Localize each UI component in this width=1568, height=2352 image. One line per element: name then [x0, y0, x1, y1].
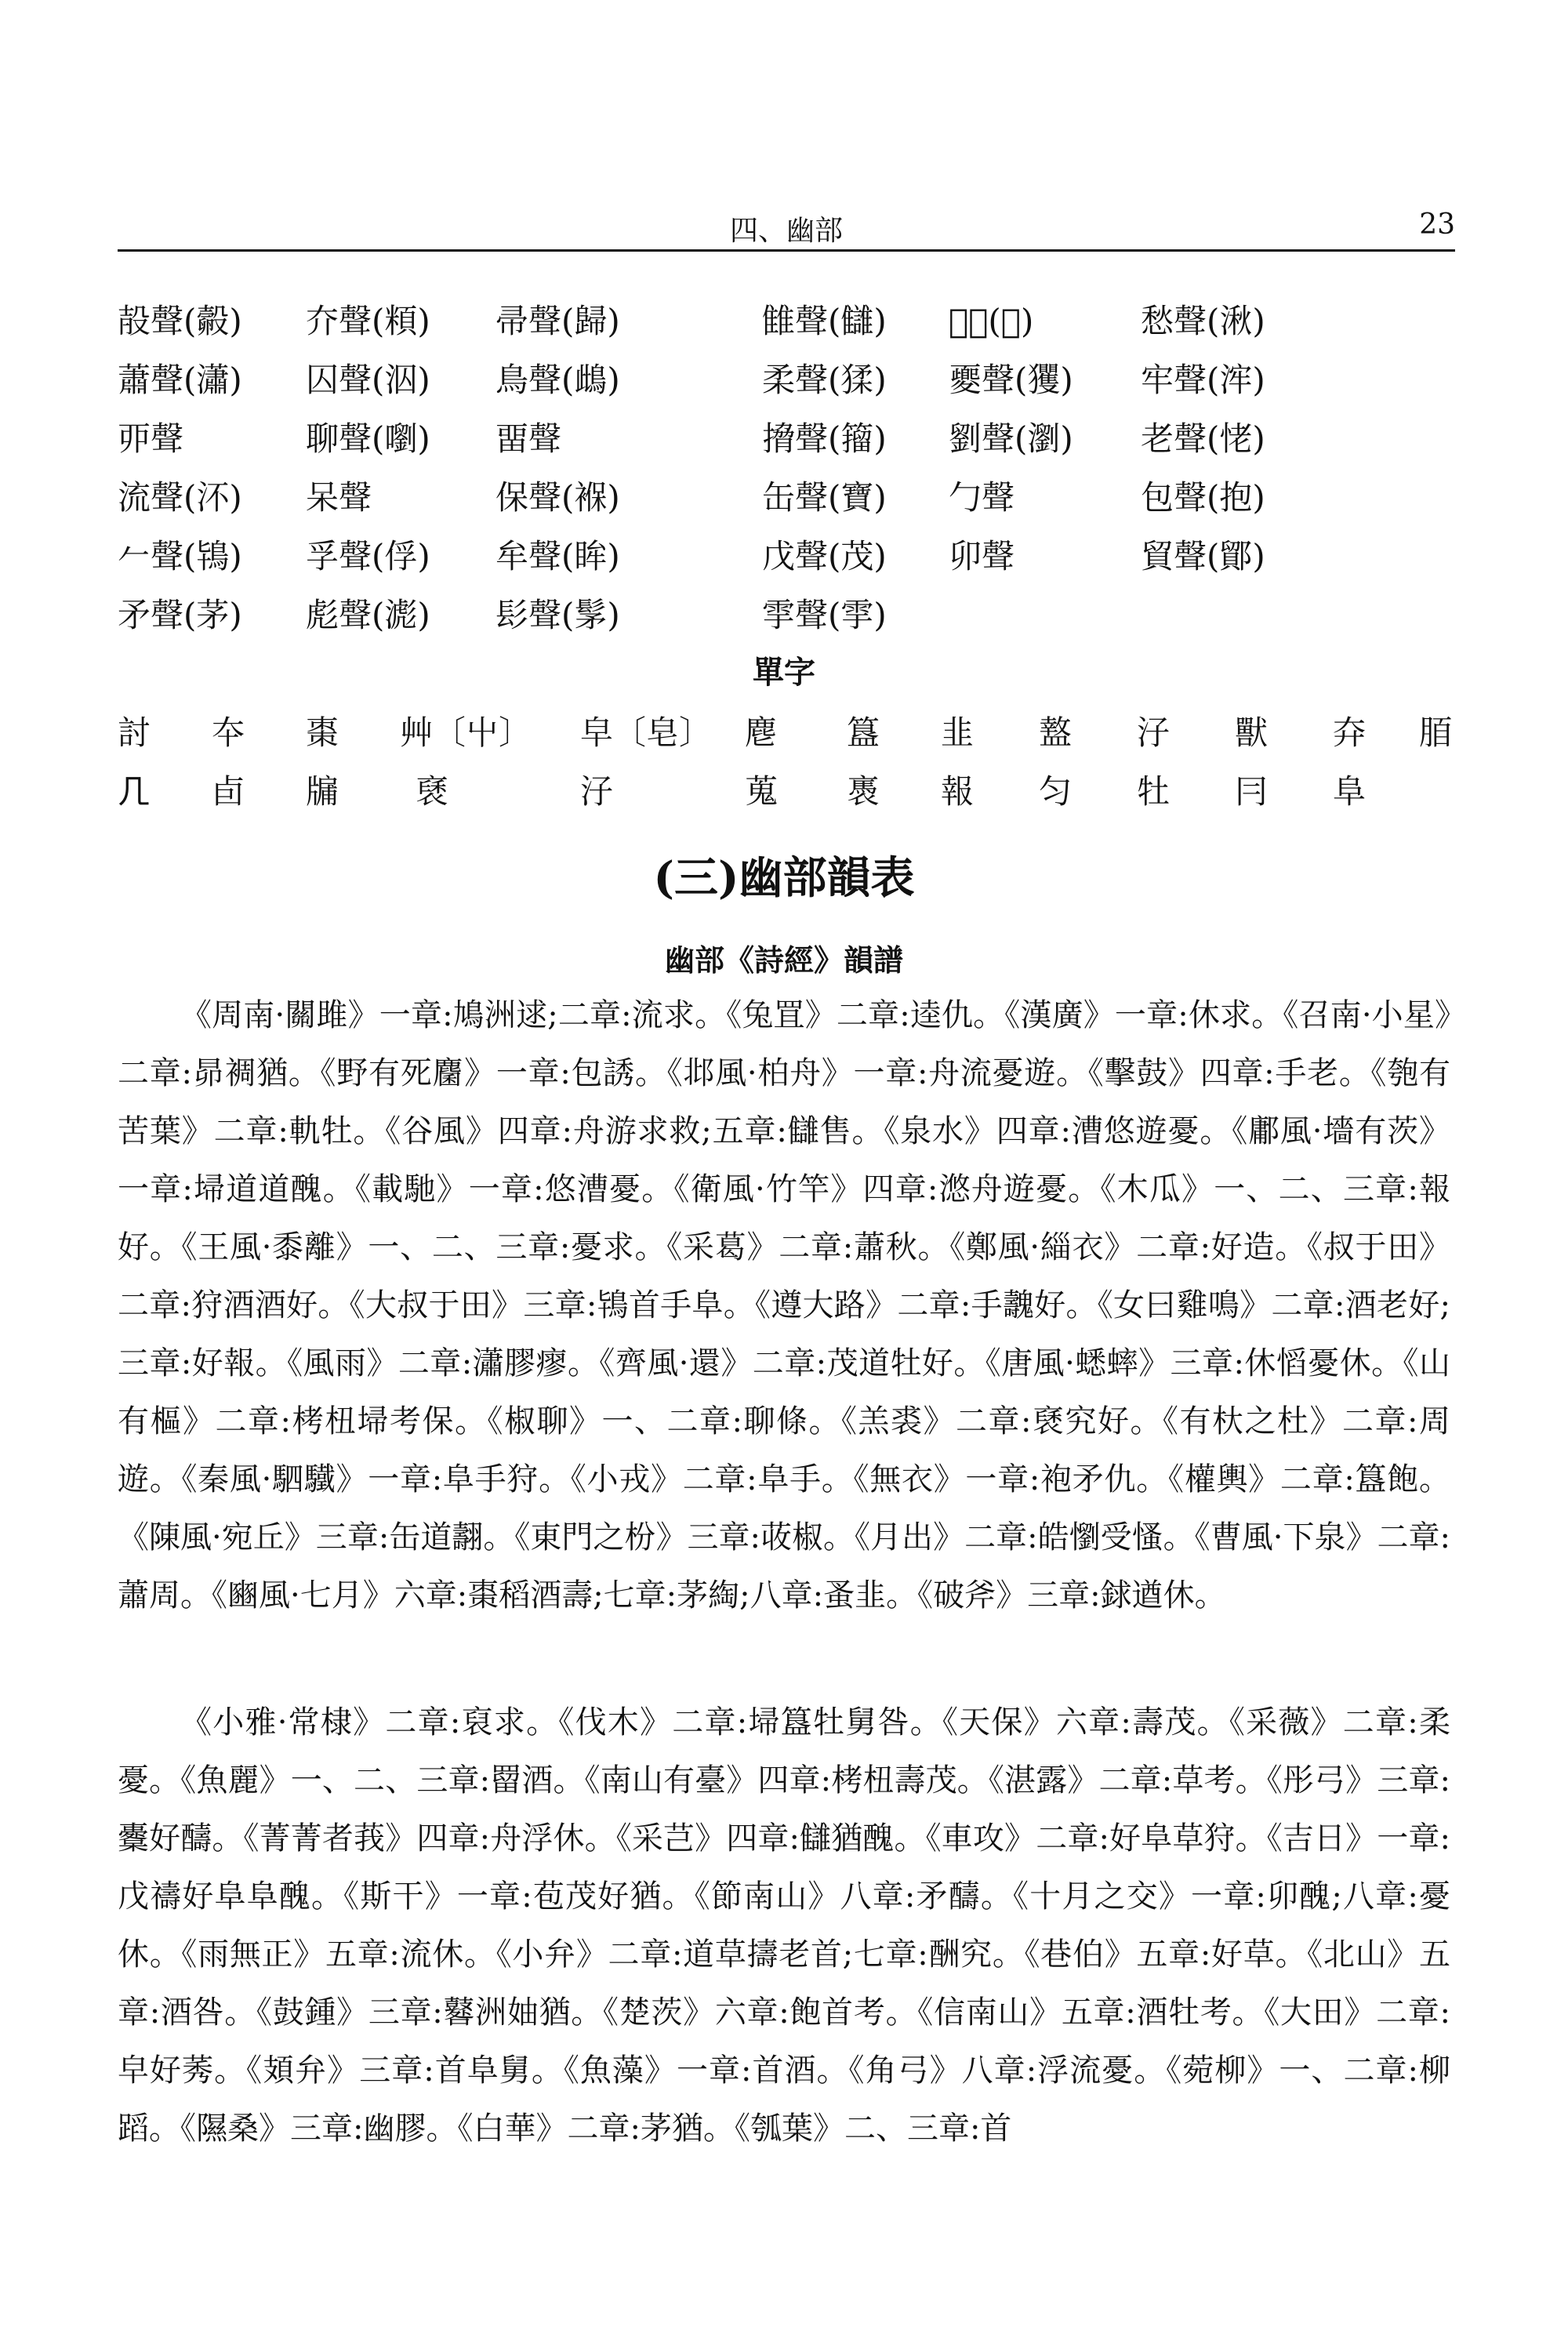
running-header — [118, 205, 1455, 252]
phonetic-entry: 呆聲 — [306, 478, 372, 517]
single-char: 麀 — [745, 713, 779, 752]
phonetic-entry: 戊聲(茂) — [762, 537, 887, 575]
phonetic-column — [495, 292, 691, 644]
phonetic-entry: 囚聲(泅) — [306, 361, 430, 399]
phonetic-entry: 搚聲(籀) — [762, 419, 887, 458]
phonetic-entry: 雔聲(讎) — [762, 302, 887, 340]
phonetic-entry: 包聲(抱) — [1141, 478, 1265, 517]
single-char: 褭 — [847, 772, 880, 811]
phonetic-entry: 牢聲(浶) — [1141, 361, 1265, 399]
single-char: 牡 — [1137, 772, 1171, 811]
single-char: 脜 — [1419, 713, 1453, 752]
section-title: (三)幽部韻表 — [653, 852, 915, 904]
single-char: 夲 — [212, 713, 245, 752]
phonetic-entry: 愁聲(湫) — [1141, 302, 1265, 340]
phonetic-entry: 老聲(恅) — [1141, 419, 1265, 458]
phonetic-entry: 髟聲(髳) — [495, 596, 620, 634]
phonetic-entry: 聊聲(嚠) — [306, 419, 430, 458]
phonetic-entry: 畱聲 — [495, 419, 562, 458]
danzi-heading: 單字 — [753, 654, 815, 691]
phonetic-entry: 流聲(㳅) — [118, 478, 242, 517]
phonetic-entry: 夒聲(玃) — [949, 361, 1073, 399]
single-char: 韭 — [941, 713, 975, 752]
phonetic-entry: 帚聲(歸) — [495, 302, 620, 340]
single-char: 𠘧 — [118, 772, 151, 811]
phonetic-entry: 丣聲 — [118, 419, 184, 458]
rhyme-paragraph: 《小雅·常棣》二章:裒求。《伐木》二章:埽簋牡舅咎。《天保》六章:壽茂。《采薇》二章:柔憂。《魚麗》一、二、三章:罶酒。《南山有臺》四章:栲杻壽茂。《湛露》二章:草考。《彤弓》三章:櫜好醻。《菁菁者莪》四章:舟浮休。《采芑》四章:讎猶醜。《車攻》二章:好阜草狩。《吉日》一章:戊禱好阜阜醜。《斯干》一章:苞茂好猶。《節南山》八章:矛醻。《十月之交》一章:卯醜;八章:憂休。《雨無正》五章:流休。《小弁》二章:道草擣老首;七章:酬究。《巷伯》五章:好草。《北山》五章:酒咎。《鼓鍾》三章:鼛洲妯猶。《楚茨》六章:飽首考。《信南山》五章:酒牡考。《大田》二章:皁好莠。《頍弁》三章:首阜舅。《魚藻》一章:首酒。《角弓》八章:浮流憂。《菀柳》一、二章:柳蹈。《隰桑》三章:幽膠。《白華》二章:茅猶。《瓠葉》二、三章:首 — [118, 1704, 1450, 2147]
phonetic-entry: 缶聲(寶) — [762, 478, 887, 517]
single-char: 汓 — [1137, 713, 1171, 752]
single-char: 褎 — [416, 772, 449, 811]
phonetic-entry: 彪聲(滮) — [306, 596, 430, 634]
phonetic-column — [949, 292, 1145, 586]
phonetic-column — [762, 292, 958, 644]
single-char: 艸〔屮〕 — [400, 713, 532, 752]
phonetic-column — [306, 292, 502, 644]
phonetic-column — [1141, 292, 1337, 586]
single-char: 報 — [941, 772, 975, 811]
phonetic-entry: 劉聲(瀏) — [949, 419, 1073, 458]
phonetic-entry: 鳥聲(䳄) — [495, 361, 620, 399]
running-title: 四、幽部 — [729, 215, 843, 247]
phonetic-entry: 𠂉聲(鴇) — [118, 537, 242, 575]
phonetic-entry: 保聲(褓) — [495, 478, 620, 517]
single-char: 簋 — [847, 713, 880, 752]
phonetic-entry: 蕭聲(瀟) — [118, 361, 242, 399]
single-char: 阜 — [1333, 772, 1367, 811]
single-char: 牖 — [306, 772, 339, 811]
danzi-row — [118, 706, 1458, 760]
single-char: 討 — [118, 713, 151, 752]
phonetic-entry: 𩁹聲(𩁹) — [762, 596, 887, 634]
page-number: 23 — [1419, 209, 1455, 241]
single-char: 匀 — [1039, 772, 1073, 811]
phonetic-entry: 柔聲(猱) — [762, 361, 887, 399]
phonetic-entry: 𪚑聲(秋) — [949, 302, 1034, 340]
rhyme-table-title: 幽部《詩經》韻譜 — [664, 942, 903, 978]
single-char: 冃 — [1235, 772, 1269, 811]
single-char: 棗 — [306, 713, 339, 752]
phonetic-entry: 㱿聲(㲉) — [118, 302, 242, 340]
rhyme-paragraph: 《周南·關雎》一章:鳩洲逑;二章:流求。《兔罝》二章:逵仇。《漢廣》一章:休求。《召南·小星》二章:昴裯猶。《野有死麕》一章:包誘。《邶風·柏舟》一章:舟流憂遊。《擊鼓》四章:手老。《匏有苦葉》二章:軌牡。《谷風》四章:舟游求救;五章:讎售。《泉水》四章:漕悠遊憂。《鄘風·墻有茨》一章:埽道道醜。《載馳》一章:悠漕憂。《衛風·竹竿》四章:滺舟遊憂。《木瓜》一、二、三章:報好。《王風·黍離》一、二、三章:憂求。《采葛》二章:蕭秋。《鄭風·緇衣》二章:好造。《叔于田》二章:狩酒酒好。《大叔于田》三章:鴇首手阜。《遵大路》二章:手魗好。《女曰雞鳴》二章:酒老好;三章:好報。《風雨》二章:瀟膠瘳。《齊風·還》二章:茂道牡好。《唐風·蟋蟀》三章:休慆憂休。《山有樞》二章:栲杻埽考保。《椒聊》一、二章:聊條。《羔裘》二章:褎究好。《有杕之杜》二章:周遊。《秦風·駟驖》一章:阜手狩。《小戎》二章:阜手。《無衣》一章:袍矛仇。《權輿》二章:簋飽。《陳風·宛丘》三章:缶道翿。《東門之枌》三章:荍椒。《月出》二章:皓懰受慅。《曹風·下泉》二章:蕭周。《豳風·七月》六章:棗稻酒壽;七章:茅綯;八章:蚤韭。《破斧》三章:銶遒休。 — [118, 997, 1450, 1613]
phonetic-entry: 卯聲 — [949, 537, 1015, 575]
phonetic-entry: 貿聲(鄮) — [1141, 537, 1265, 575]
single-char: 㚏 — [1333, 713, 1367, 752]
phonetic-series-table — [118, 292, 1450, 652]
single-char: 獸 — [1235, 713, 1269, 752]
phonetic-entry: 孚聲(俘) — [306, 537, 430, 575]
single-char: 盩 — [1039, 713, 1073, 752]
danzi-row — [118, 764, 1458, 819]
single-char: 汓 — [580, 772, 614, 811]
single-char: 皁〔皂〕 — [580, 713, 713, 752]
phonetic-entry: 牟聲(眸) — [495, 537, 620, 575]
phonetic-entry: 夰聲(頪) — [306, 302, 430, 340]
phonetic-entry: 矛聲(茅) — [118, 596, 242, 634]
phonetic-entry: 勹聲 — [949, 478, 1015, 517]
phonetic-column — [118, 292, 314, 644]
single-char: 卣 — [212, 772, 245, 811]
single-char: 蒐 — [745, 772, 779, 811]
